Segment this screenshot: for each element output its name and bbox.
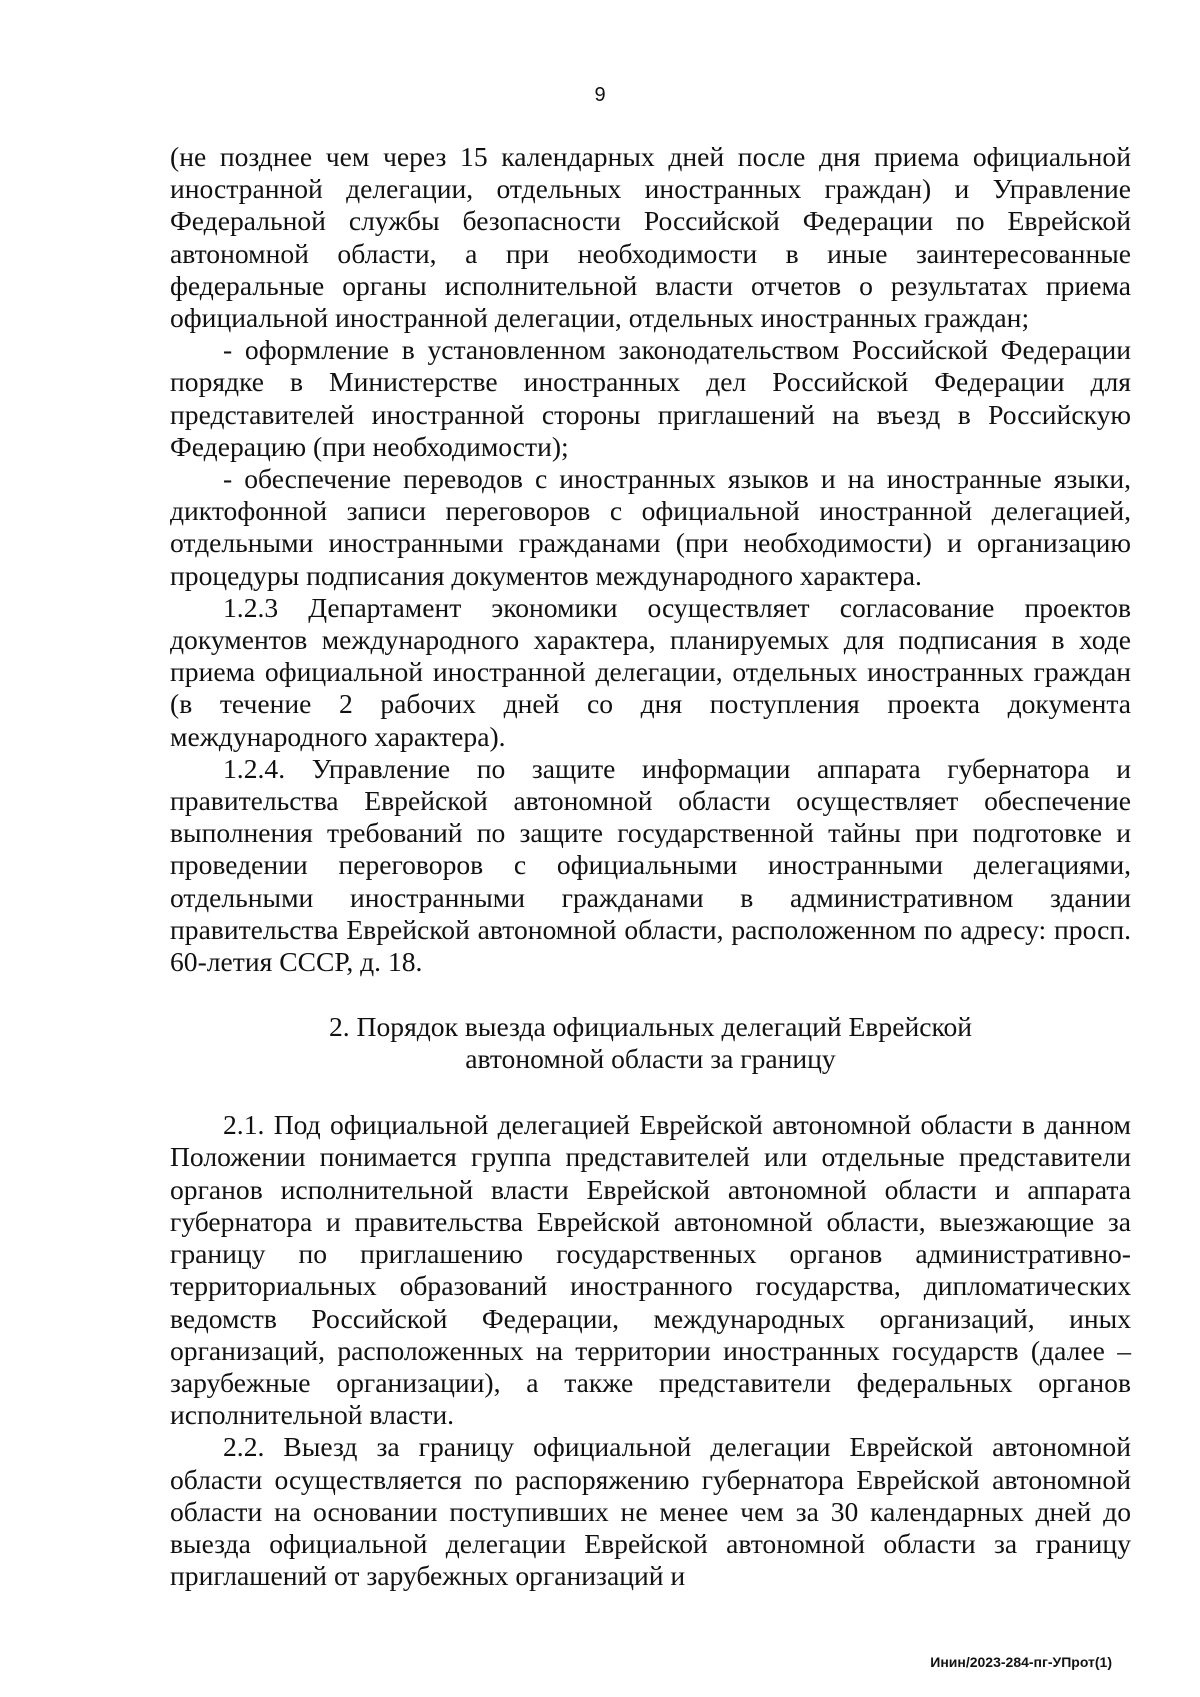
paragraph-2-1: 2.1. Под официальной делегацией Еврейской автономной области в данном Положении понимается группа представителей или отдельные представители органов исполнительной власти Еврейской автономной области и аппарата губернатора и правительства Еврейской автономной области, выезжающие за границу по приглашению государственных органов административно-территориальных образований иностранного государства, дипломатических ведомств Российской Федерации, международных организаций, иных организаций, расположенных на территории иностранных государств (далее – зарубежные организации), а также представители федеральных органов исполнительной власти. bbox=[170, 1109, 1131, 1431]
document-code: Инин/2023-284-пг-УПрот(1) bbox=[930, 1654, 1112, 1670]
section-heading bbox=[170, 1011, 1131, 1075]
section-heading-line-2: автономной области за границу bbox=[465, 1043, 836, 1075]
paragraph-invitations: - оформление в установленном законодательством Российской Федерации порядке в Министерстве иностранных дел Российской Федерации для представителей иностранной стороны приглашений на въезд в Российскую Федерацию (при необходимости); bbox=[170, 334, 1131, 462]
section-2-body bbox=[170, 1109, 1131, 1592]
document-body bbox=[170, 141, 1131, 1592]
paragraph-continuation: (не позднее чем через 15 календарных дней после дня приема официальной иностранной делегации, отдельных иностранных граждан) и Управление Федеральной службы безопасности Российской Федерации по Еврейской автономной области, а при необходимости в иные заинтересованные федеральные органы исполнительной власти отчетов о результатах приема официальной иностранной делегации, отдельных иностранных граждан; bbox=[170, 141, 1131, 334]
paragraph-translations: - обеспечение переводов с иностранных языков и на иностранные языки, диктофонной записи переговоров с официальной иностранной делегацией, отдельными иностранными гражданами (при необходимости) и организацию процедуры подписания документов международного характера. bbox=[170, 463, 1131, 591]
page-number: 9 bbox=[594, 84, 606, 106]
paragraph-1-2-3: 1.2.3 Департамент экономики осуществляет согласование проектов документов международного характера, планируемых для подписания в ходе приема официальной иностранной делегации, отдельных иностранных граждан (в течение 2 рабочих дней со дня поступления проекта документа международного характера). bbox=[170, 591, 1131, 752]
paragraph-2-2: 2.2. Выезд за границу официальной делегации Еврейской автономной области осуществляется по распоряжению губернатора Еврейской автономной области на основании поступивших не менее чем за 30 календарных дней до выезда официальной делегации Еврейской автономной области за границу приглашений от зарубежных организаций и bbox=[170, 1431, 1131, 1592]
section-1-continuation bbox=[170, 141, 1131, 978]
section-heading-line-1: 2. Порядок выезда официальных делегаций Еврейской bbox=[328, 1011, 973, 1043]
paragraph-1-2-4: 1.2.4. Управление по защите информации аппарата губернатора и правительства Еврейской автономной области осуществляет обеспечение выполнения требований по защите государственной тайны при подготовке и проведении переговоров с официальными иностранными делегациями, отдельными иностранными гражданами в административном здании правительства Еврейской автономной области, расположенном по адресу: просп. 60-летия СССР, д. 18. bbox=[170, 752, 1131, 978]
